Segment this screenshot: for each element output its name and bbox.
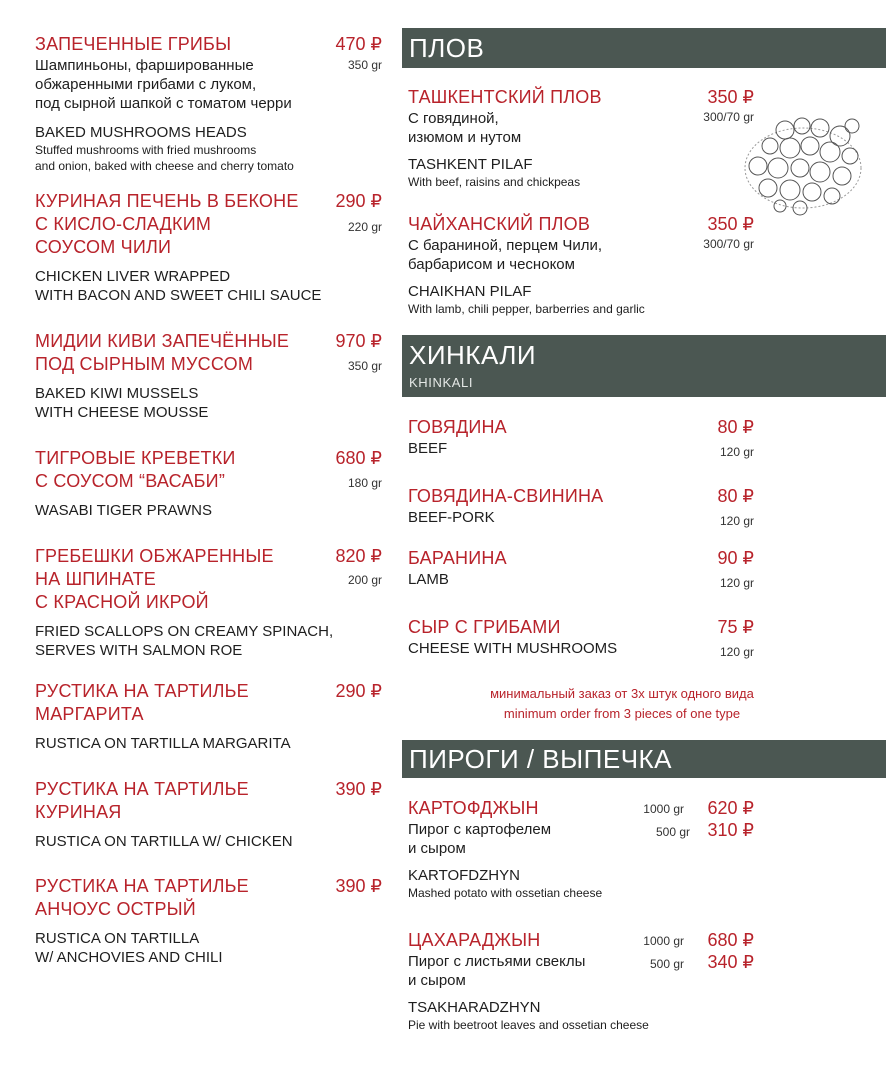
menu-item-chicken-liver: [35, 190, 382, 305]
section-title: ПЛОВ: [409, 33, 485, 63]
menu-item-tashkent-plov: [408, 86, 754, 190]
item-price: 80 ₽: [717, 486, 754, 506]
item-weight-large: 1000 gr: [643, 934, 684, 948]
item-name: СЫР С ГРИБАМИ: [408, 617, 561, 637]
item-name-en: RUSTICA ON TARTILLA MARGARITA: [35, 735, 291, 752]
item-weight: 120 gr: [719, 576, 754, 590]
item-weight-large: 1000 gr: [643, 802, 684, 816]
item-name-en: CHAIKHAN PILAF: [408, 283, 532, 300]
section-header-pies: [402, 740, 886, 778]
item-weight-small: 500 gr: [655, 825, 690, 839]
item-name-en: TSAKHARADZHYN: [408, 999, 541, 1016]
item-weight: 300/70 gr: [703, 237, 754, 251]
item-name: ГРЕБЕШКИ ОБЖАРЕННЫЕ НА ШПИНАТЕ С КРАСНОЙ ИКРОЙ: [35, 546, 274, 612]
item-name: КУРИНАЯ ПЕЧЕНЬ В БЕКОНЕ С КИСЛО-СЛАДКИМ СОУСОМ ЧИЛИ: [35, 191, 299, 257]
menu-item-tiger-prawns: [35, 447, 382, 520]
item-name: МИДИИ КИВИ ЗАПЕЧЁННЫЕ ПОД СЫРНЫМ МУССОМ: [35, 331, 290, 374]
item-price: 75 ₽: [717, 617, 754, 637]
item-price: 390 ₽: [335, 876, 382, 896]
item-description-ru: Пирог с картофелем и сыром: [408, 821, 552, 857]
item-name-en: CHICKEN LIVER WRAPPED WITH BACON AND SWEET CHILI SAUCE: [35, 268, 322, 304]
item-name-en: KARTOFDZHYN: [408, 867, 520, 884]
item-name-en: RUSTICA ON TARTILLA W/ ANCHOVIES AND CHILI: [35, 930, 223, 966]
item-description-en: With lamb, chili pepper, barberries and garlic: [408, 302, 645, 316]
item-price: 90 ₽: [717, 548, 754, 568]
menu-item-chaikhan-plov: [408, 213, 754, 317]
item-description-ru: С говядиной, изюмом и нутом: [408, 110, 522, 146]
item-price: 470 ₽: [335, 34, 382, 54]
item-price: 350 ₽: [707, 87, 754, 107]
item-description-ru: С бараниной, перцем Чили, барбарисом и чесноком: [408, 237, 603, 273]
minimum-order-note: минимальный заказ от 3х штук одного вида minimum order from 3 pieces of one type: [490, 686, 754, 721]
item-weight: 220 gr: [347, 220, 382, 234]
item-description-ru: Пирог с листьями свеклы и сыром: [408, 953, 586, 989]
menu-item-rustica-margarita: [35, 680, 382, 753]
item-price: 80 ₽: [717, 417, 754, 437]
item-name-en: BEEF: [408, 440, 448, 457]
item-price: 290 ₽: [335, 681, 382, 701]
item-price: 290 ₽: [335, 191, 382, 211]
item-price: 350 ₽: [707, 214, 754, 234]
item-weight: 350 gr: [347, 359, 382, 373]
item-price-small: 340 ₽: [707, 952, 754, 972]
item-weight: 120 gr: [719, 645, 754, 659]
menu-item-baked-mushrooms: [35, 33, 382, 174]
section-header-plov: [402, 28, 886, 68]
menu-item-khinkali-beef-pork: [408, 485, 754, 527]
item-name: БАРАНИНА: [408, 548, 507, 568]
item-price: 820 ₽: [335, 546, 382, 566]
item-name: РУСТИКА НА ТАРТИЛЬЕ АНЧОУС ОСТРЫЙ: [35, 876, 249, 919]
item-name-en: FRIED SCALLOPS ON CREAMY SPINACH, SERVES WITH SALMON ROE: [35, 623, 334, 659]
item-name-en: BAKED KIWI MUSSELS WITH CHEESE MOUSSE: [35, 385, 209, 421]
menu-item-scallops: [35, 545, 382, 660]
item-weight: 350 gr: [347, 58, 382, 72]
item-name: ЧАЙХАНСКИЙ ПЛОВ: [408, 214, 591, 234]
item-weight: 180 gr: [347, 476, 382, 490]
item-name: РУСТИКА НА ТАРТИЛЬЕ МАРГАРИТА: [35, 681, 249, 724]
item-name-en: WASABI TIGER PRAWNS: [35, 502, 212, 519]
item-price-small: 310 ₽: [707, 820, 754, 840]
item-name: ТИГРОВЫЕ КРЕВЕТКИ С СОУСОМ “ВАСАБИ”: [35, 448, 236, 491]
item-description-en: Mashed potato with ossetian cheese: [408, 886, 603, 900]
item-price: 970 ₽: [335, 331, 382, 351]
item-name: ГОВЯДИНА: [408, 417, 507, 437]
item-weight: 300/70 gr: [703, 110, 754, 124]
menu-item-tsakharadzhyn: [408, 929, 754, 1033]
item-description-en: Stuffed mushrooms with fried mushrooms and onion, baked with cheese and cherry tomato: [35, 143, 294, 173]
item-name-en: RUSTICA ON TARTILLA W/ CHICKEN: [35, 833, 293, 850]
item-description-ru: Шампиньоны, фаршированные обжаренными грибами с луком, под сырной шапкой с томатом черри: [35, 57, 292, 112]
item-price: 390 ₽: [335, 779, 382, 799]
item-name-en: BEEF-PORK: [408, 509, 495, 526]
item-weight-small: 500 gr: [649, 957, 684, 971]
menu-item-rustica-chicken: [35, 778, 382, 851]
item-weight: 120 gr: [719, 514, 754, 528]
section-subtitle: KHINKALI: [409, 375, 474, 390]
item-price-large: 680 ₽: [707, 930, 754, 950]
menu-item-kiwi-mussels: [35, 330, 382, 422]
item-weight: 200 gr: [347, 573, 382, 587]
item-name: ГОВЯДИНА-СВИНИНА: [408, 486, 604, 506]
plov-dish-sketch-icon: [740, 108, 866, 220]
section-title: ХИНКАЛИ: [409, 340, 537, 370]
menu-item-khinkali-lamb: [408, 547, 754, 589]
menu-item-khinkali-beef: [408, 416, 754, 458]
item-name: ТАШКЕНТСКИЙ ПЛОВ: [408, 87, 602, 107]
item-name-en: LAMB: [408, 571, 449, 588]
section-title: ПИРОГИ / ВЫПЕЧКА: [409, 744, 673, 774]
item-name: РУСТИКА НА ТАРТИЛЬЕ КУРИНАЯ: [35, 779, 249, 822]
item-name-en: TASHKENT PILAF: [408, 156, 533, 173]
item-description-en: With beef, raisins and chickpeas: [408, 175, 581, 189]
item-name-en: BAKED MUSHROOMS HEADS: [35, 124, 247, 141]
menu-item-kartofdzhyn: [408, 797, 754, 901]
item-price: 680 ₽: [335, 448, 382, 468]
section-header-khinkali: [402, 335, 886, 397]
item-name: ЗАПЕЧЕННЫЕ ГРИБЫ: [35, 34, 232, 54]
item-name: ЦАХАРАДЖЫН: [408, 930, 541, 950]
menu-item-khinkali-cheese-mushrooms: [408, 616, 754, 658]
menu-item-rustica-anchovies: [35, 875, 382, 967]
item-weight: 120 gr: [719, 445, 754, 459]
item-name: КАРТОФДЖЫН: [408, 798, 539, 818]
item-price-large: 620 ₽: [707, 798, 754, 818]
item-name-en: CHEESE WITH MUSHROOMS: [408, 640, 618, 657]
item-description-en: Pie with beetroot leaves and ossetian cheese: [408, 1018, 649, 1032]
